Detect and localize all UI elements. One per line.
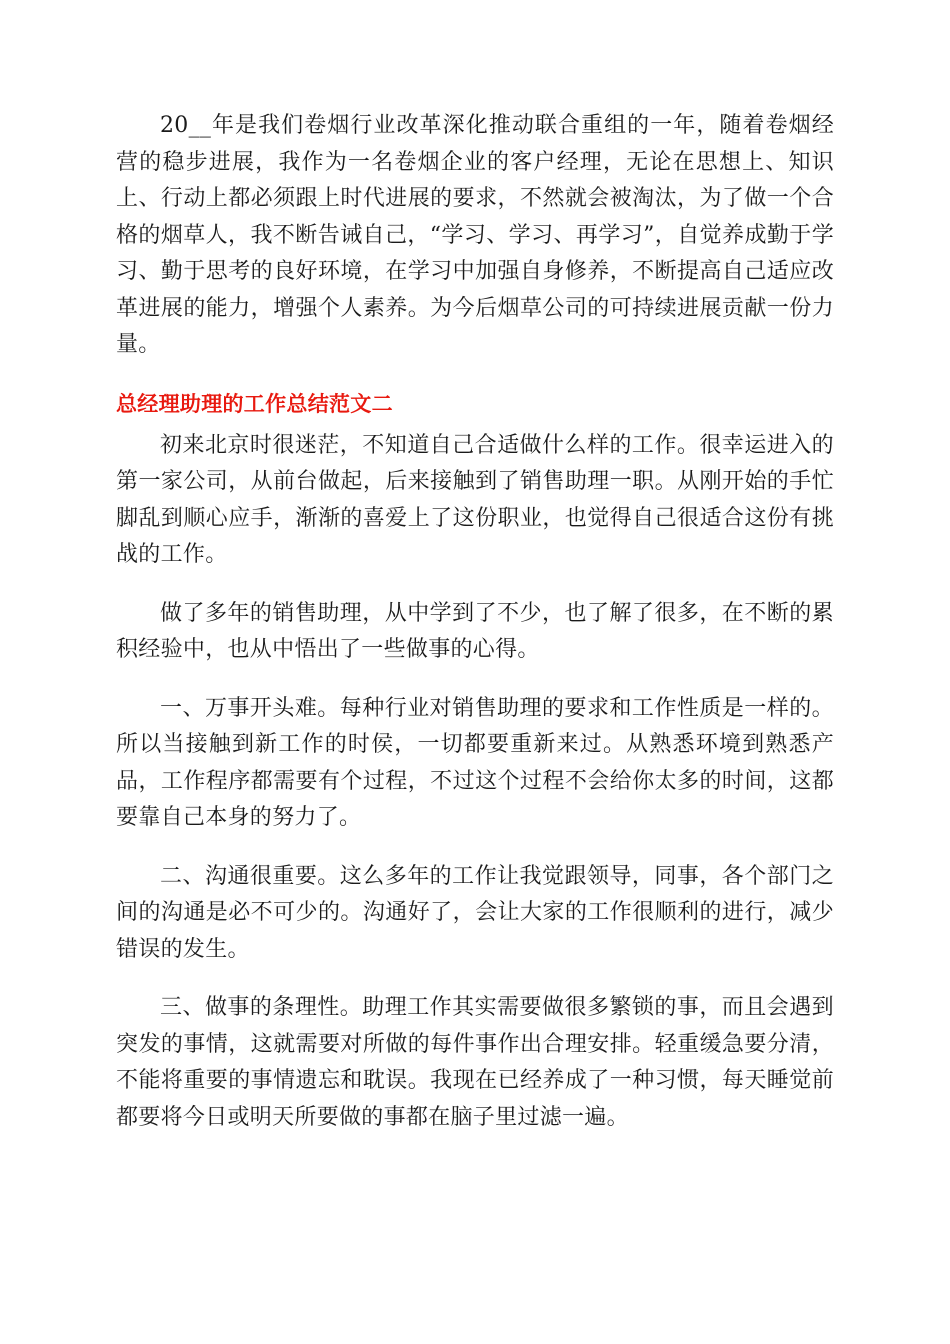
paragraph-2: 做了多年的销售助理，从中学到了不少，也了解了很多，在不断的累积经验中，也从中悟出了一些做事的心得。 [116,600,834,662]
paragraph-1: 初来北京时很迷茫，不知道自己合适做什么样的工作。很幸运进入的第一家公司，从前台做起，后来接触到了销售助理一职。从刚开始的手忙脚乱到顺心应手，渐渐的喜爱上了这份职业，也觉得自己很适合这份有挑战的工作。 [116,432,834,567]
paragraph-intro: 20__年是我们卷烟行业改革深化推动联合重组的一年，随着卷烟经营的稳步进展，我作为一名卷烟企业的客户经理，无论在思想上、知识上、行动上都必须跟上时代进展的要求，不然就会被淘汰，为了做一个合格的烟草人，我不断告诫自己，“学习、学习、再学习”，自觉养成勤于学习、勤于思考的良好环境，在学习中加强自身修养，不断提高自己适应改革进展的能力，增强个人素养。为今后烟草公司的可持续进展贡献一份力量。 [116,113,834,357]
section-heading: 总经理助理的工作总结范文二 [116,391,393,416]
document-body [116,108,834,1158]
paragraph-3: 一、万事开头难。每种行业对销售助理的要求和工作性质是一样的。所以当接触到新工作的时侯，一切都要重新来过。从熟悉环境到熟悉产品，工作程序都需要有个过程，不过这个过程不会给你太多的时间，这都要靠自己本身的努力了。 [116,695,834,830]
paragraph-5: 三、做事的条理性。助理工作其实需要做很多繁锁的事，而且会遇到突发的事情，这就需要对所做的每件事作出合理安排。轻重缓急要分清，不能将重要的事情遗忘和耽误。我现在已经养成了一种习惯，每天睡觉前都要将今日或明天所要做的事都在脑子里过滤一遍。 [116,995,834,1130]
paragraph-4: 二、沟通很重要。这么多年的工作让我觉跟领导，同事，各个部门之间的沟通是必不可少的。沟通好了，会让大家的工作很顺利的进行，减少错误的发生。 [116,863,834,962]
